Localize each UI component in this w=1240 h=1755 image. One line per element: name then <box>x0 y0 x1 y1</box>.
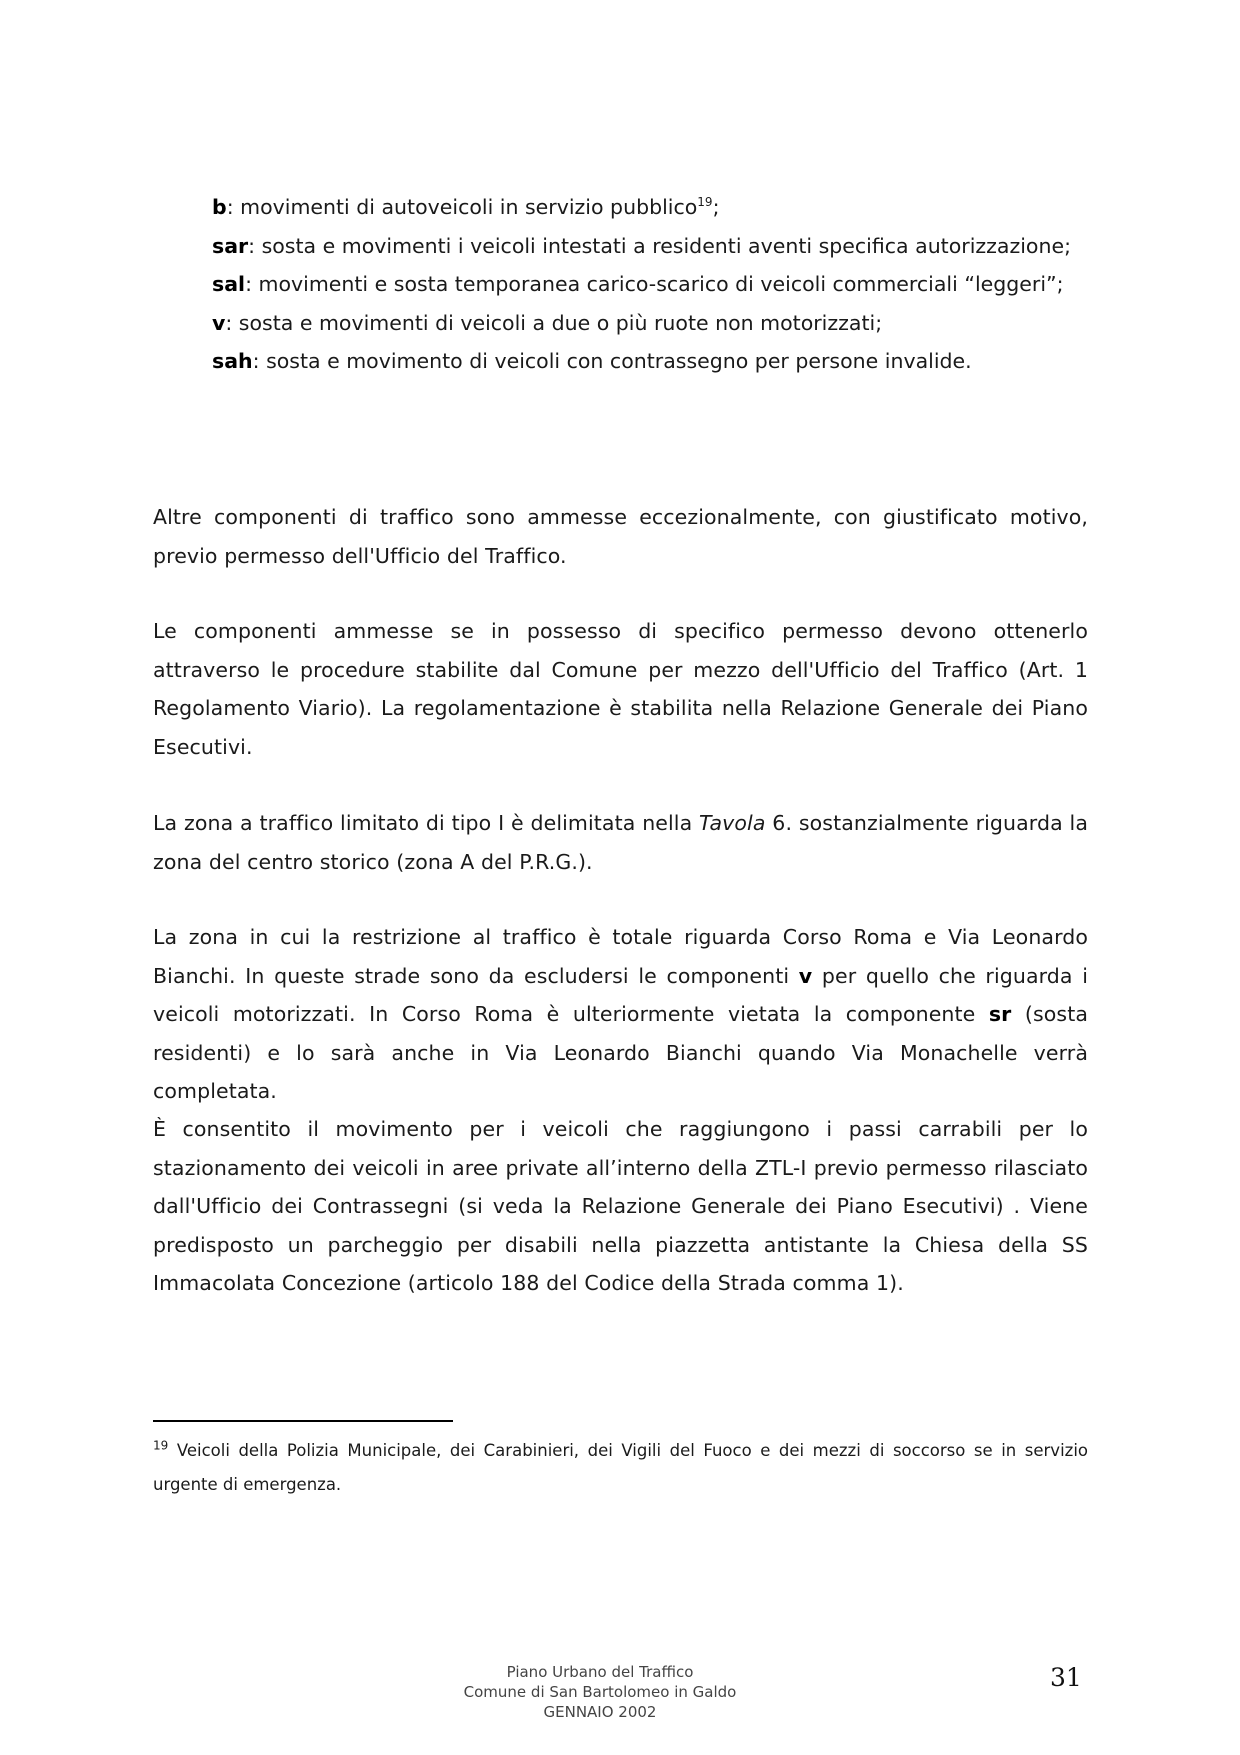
traffic-components-list <box>212 188 1088 381</box>
component-code: sah <box>212 349 253 373</box>
list-item <box>212 265 1088 304</box>
paragraph-permits: Le componenti ammesse se in possesso di specifico permesso devono ottenerlo attraverso le procedure stabilite dal Comune per mezzo dell'Ufficio del Traffico (Art. 1 Regolamento Viario). La regolamentazione è stabilita nella Relazione Generale dei Piano Esecutivi. <box>153 619 1088 759</box>
list-item <box>212 304 1088 343</box>
list-item <box>212 342 1088 381</box>
component-description: : sosta e movimenti i veicoli intestati a residenti aventi specifica autorizzazione; <box>248 233 1071 258</box>
paragraph-private-access: È consentito il movimento per i veicoli che raggiungono i passi carrabili per lo stazionamento dei veicoli in aree private all’interno della ZTL-I previo permesso rilasciato dall'Ufficio dei Contrassegni (si veda la Relazione Generale dei Piano Esecutivi) . Viene predisposto un parcheggio per disabili nella piazzetta antistante la Chiesa della SS Immacolata Concezione (articolo 188 del Codice della Strada comma 1). <box>153 1117 1088 1295</box>
footnote-number: 19 <box>153 1438 169 1453</box>
footer-title: Piano Urbano del Traffico <box>506 1663 694 1681</box>
list-item <box>212 188 1088 227</box>
footnote-reference[interactable]: 19 <box>697 195 713 210</box>
component-code: sr <box>988 1002 1012 1026</box>
paragraph-exceptions: Altre componenti di traffico sono ammesse eccezionalmente, con giustificato motivo, previo permesso dell'Ufficio del Traffico. <box>153 505 1088 568</box>
paragraph-total-restriction: La zona in cui la restrizione al traffico è totale riguarda Corso Roma e Via Leonardo Bianchi. In queste strade sono da escludersi le componenti v per quello che riguarda i veicoli motorizzati. In Corso Roma è ulteriormente vietata la componente sr (sosta residenti) e lo sarà anche in Via Leonardo Bianchi quando Via Monachelle verrà completata. <box>153 925 1088 1103</box>
component-code: b <box>212 195 227 219</box>
footer-municipality: Comune di San Bartolomeo in Galdo <box>463 1683 737 1701</box>
paragraph-ztl-zone: La zona a traffico limitato di tipo I è delimitata nella Tavola 6. sostanzialmente riguarda la zona del centro storico (zona A del P.R.G.). <box>153 811 1088 874</box>
footer-date: GENNAIO 2002 <box>543 1703 657 1721</box>
component-description: : movimenti e sosta temporanea carico-scarico di veicoli commerciali “leggeri”; <box>245 272 1064 296</box>
footnote <box>153 1434 1088 1502</box>
page-number: 31 <box>1050 1663 1082 1692</box>
page-footer <box>420 1662 780 1722</box>
component-code: sar <box>212 233 249 258</box>
component-description: : movimenti di autoveicoli in servizio pubblico <box>226 195 698 219</box>
list-item <box>212 227 1088 266</box>
table-reference: Tavola <box>699 811 766 835</box>
component-description: : sosta e movimenti di veicoli a due o più ruote non motorizzati; <box>225 310 883 335</box>
footnote-text: Veicoli della Polizia Municipale, dei Carabinieri, dei Vigili del Fuoco e dei mezzi di soccorso se in servizio urgente di emergenza. <box>153 1441 1088 1494</box>
footnote-separator <box>153 1420 453 1422</box>
component-code: v <box>212 310 226 335</box>
component-code: sal <box>212 272 246 296</box>
component-description: : sosta e movimento di veicoli con contrassegno per persone invalide. <box>252 349 972 373</box>
component-code: v <box>798 963 813 988</box>
item-punctuation: ; <box>712 195 720 219</box>
